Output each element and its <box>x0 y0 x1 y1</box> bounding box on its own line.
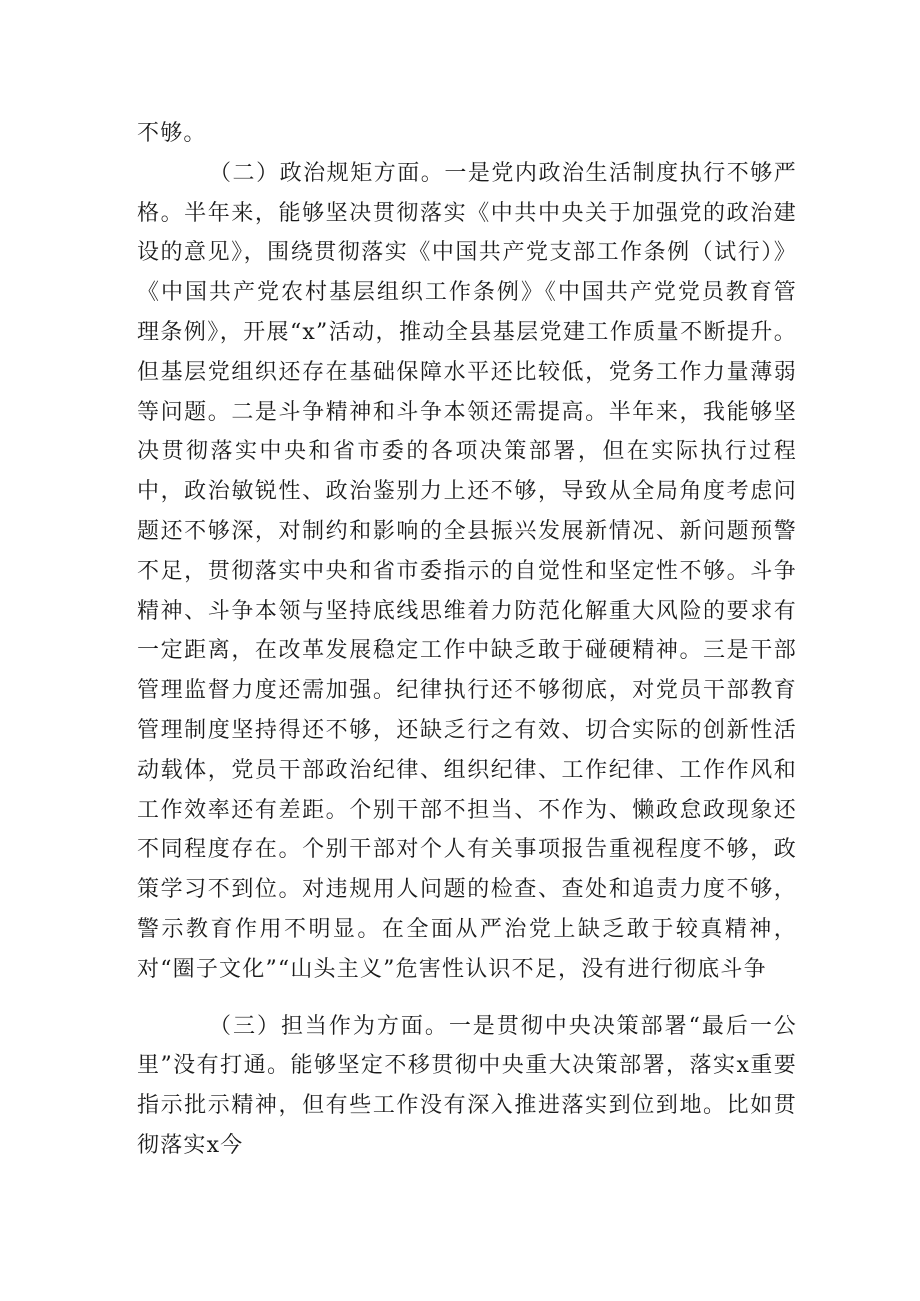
paragraph-responsibility: （三）担当作为方面。一是贯彻中央决策部署“最后一公里”没有打通。能够坚定不移贯彻中央重大决策部署，落实x重要指示批示精神，但有些工作没有深入推进落实到位到地。比如贯彻落实x今 <box>137 1013 797 1158</box>
paragraph-continuation: 不够。 <box>137 121 207 146</box>
paragraph-political-rules: （二）政治规矩方面。一是党内政治生活制度执行不够严格。半年来，能够坚决贯彻落实《中共中央关于加强党的政治建设的意见》，围绕贯彻落实《中国共产党支部工作条例（试行）》《中国共产党农村基层组织工作条例》《中国共产党党员教育管理条例》，开展“x”活动，推动全县基层党建工作质量不断提升。但基层党组织还存在基础保障水平还比较低，党务工作力量薄弱等问题。二是斗争精神和斗争本领还需提高。半年来，我能够坚决贯彻落实中央和省市委的各项决策部署，但在实际执行过程中，政治敏锐性、政治鉴别力上还不够，导致从全局角度考虑问题还不够深，对制约和影响的全县振兴发展新情况、新问题预警不足，贯彻落实中央和省市委指示的自觉性和坚定性不够。斗争精神、斗争本领与坚持底线思维着力防范化解重大风险的要求有一定距离，在改革发展稳定工作中缺乏敢于碰硬精神。三是干部管理监督力度还需加强。纪律执行还不够彻底，对党员干部教育管理制度坚持得还不够，还缺乏行之有效、切合实际的创新性活动载体，党员干部政治纪律、组织纪律、工作纪律、工作作风和工作效率还有差距。个别干部不担当、不作为、懒政怠政现象还不同程度存在。个别干部对个人有关事项报告重视程度不够，政策学习不到位。对违规用人问题的检查、查处和追责力度不够，警示教育作用不明显。在全面从严治党上缺乏敢于较真精神，对“圈子文化”“山头主义”危害性认识不足，没有进行彻底斗争 <box>137 160 797 982</box>
document-body <box>137 114 797 1166</box>
